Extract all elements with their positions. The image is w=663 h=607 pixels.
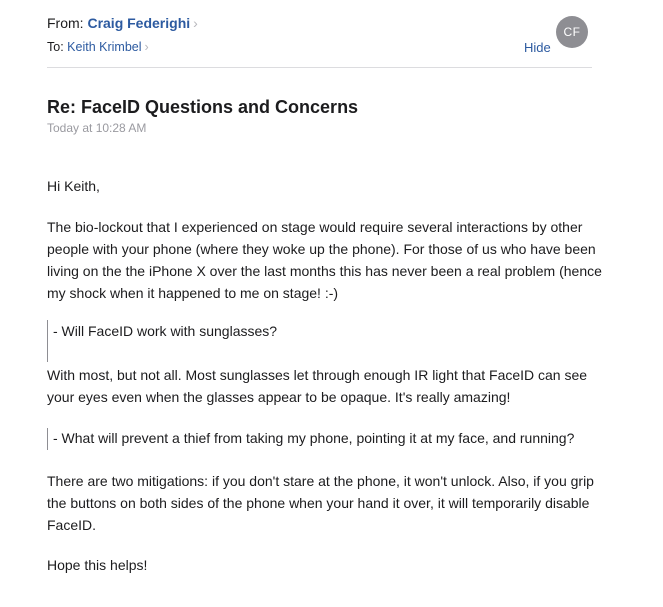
header-divider <box>47 67 592 68</box>
quoted-question-2: - What will prevent a thief from taking my phone, pointing it at my face, and running? <box>53 430 575 446</box>
greeting: Hi Keith, <box>47 178 100 194</box>
closing: Hope this helps! <box>47 557 148 573</box>
hide-button[interactable]: Hide <box>524 40 551 55</box>
body-paragraph-3: There are two mitigations: if you don't stare at the phone, it won't unlock. Also, if you grip the buttons on both sides of the phone when your hand it over, it will temporarily disable FaceID. <box>47 473 594 533</box>
chevron-right-icon: › <box>193 15 198 31</box>
quoted-question-1: - Will FaceID work with sunglasses? <box>53 323 278 339</box>
quote-bar <box>47 428 48 450</box>
to-row <box>47 40 149 54</box>
avatar[interactable]: CF <box>556 16 588 48</box>
body-paragraph-2: With most, but not all. Most sunglasses let through enough IR light that FaceID can see your eyes even when the glasses appear to be opaque. It's really amazing! <box>47 367 588 405</box>
email-timestamp: Today at 10:28 AM <box>47 121 147 135</box>
chevron-right-icon: › <box>144 40 149 54</box>
quote-bar <box>47 320 48 362</box>
email-subject: Re: FaceID Questions and Concerns <box>47 97 359 117</box>
from-label: From: <box>47 15 84 31</box>
from-row <box>47 15 198 31</box>
sender-name[interactable]: Craig Federighi <box>87 15 191 31</box>
recipient-name[interactable]: Keith Krimbel <box>67 40 142 54</box>
to-label: To: <box>47 40 64 54</box>
body-paragraph-1: The bio-lockout that I experienced on stage would require several interactions by other people with your phone (where they woke up the phone). For those of us who have been living on the the iPhone X over the last months this has never been a real problem (hence my shock when it happened to me on stage! :-) <box>47 219 602 301</box>
